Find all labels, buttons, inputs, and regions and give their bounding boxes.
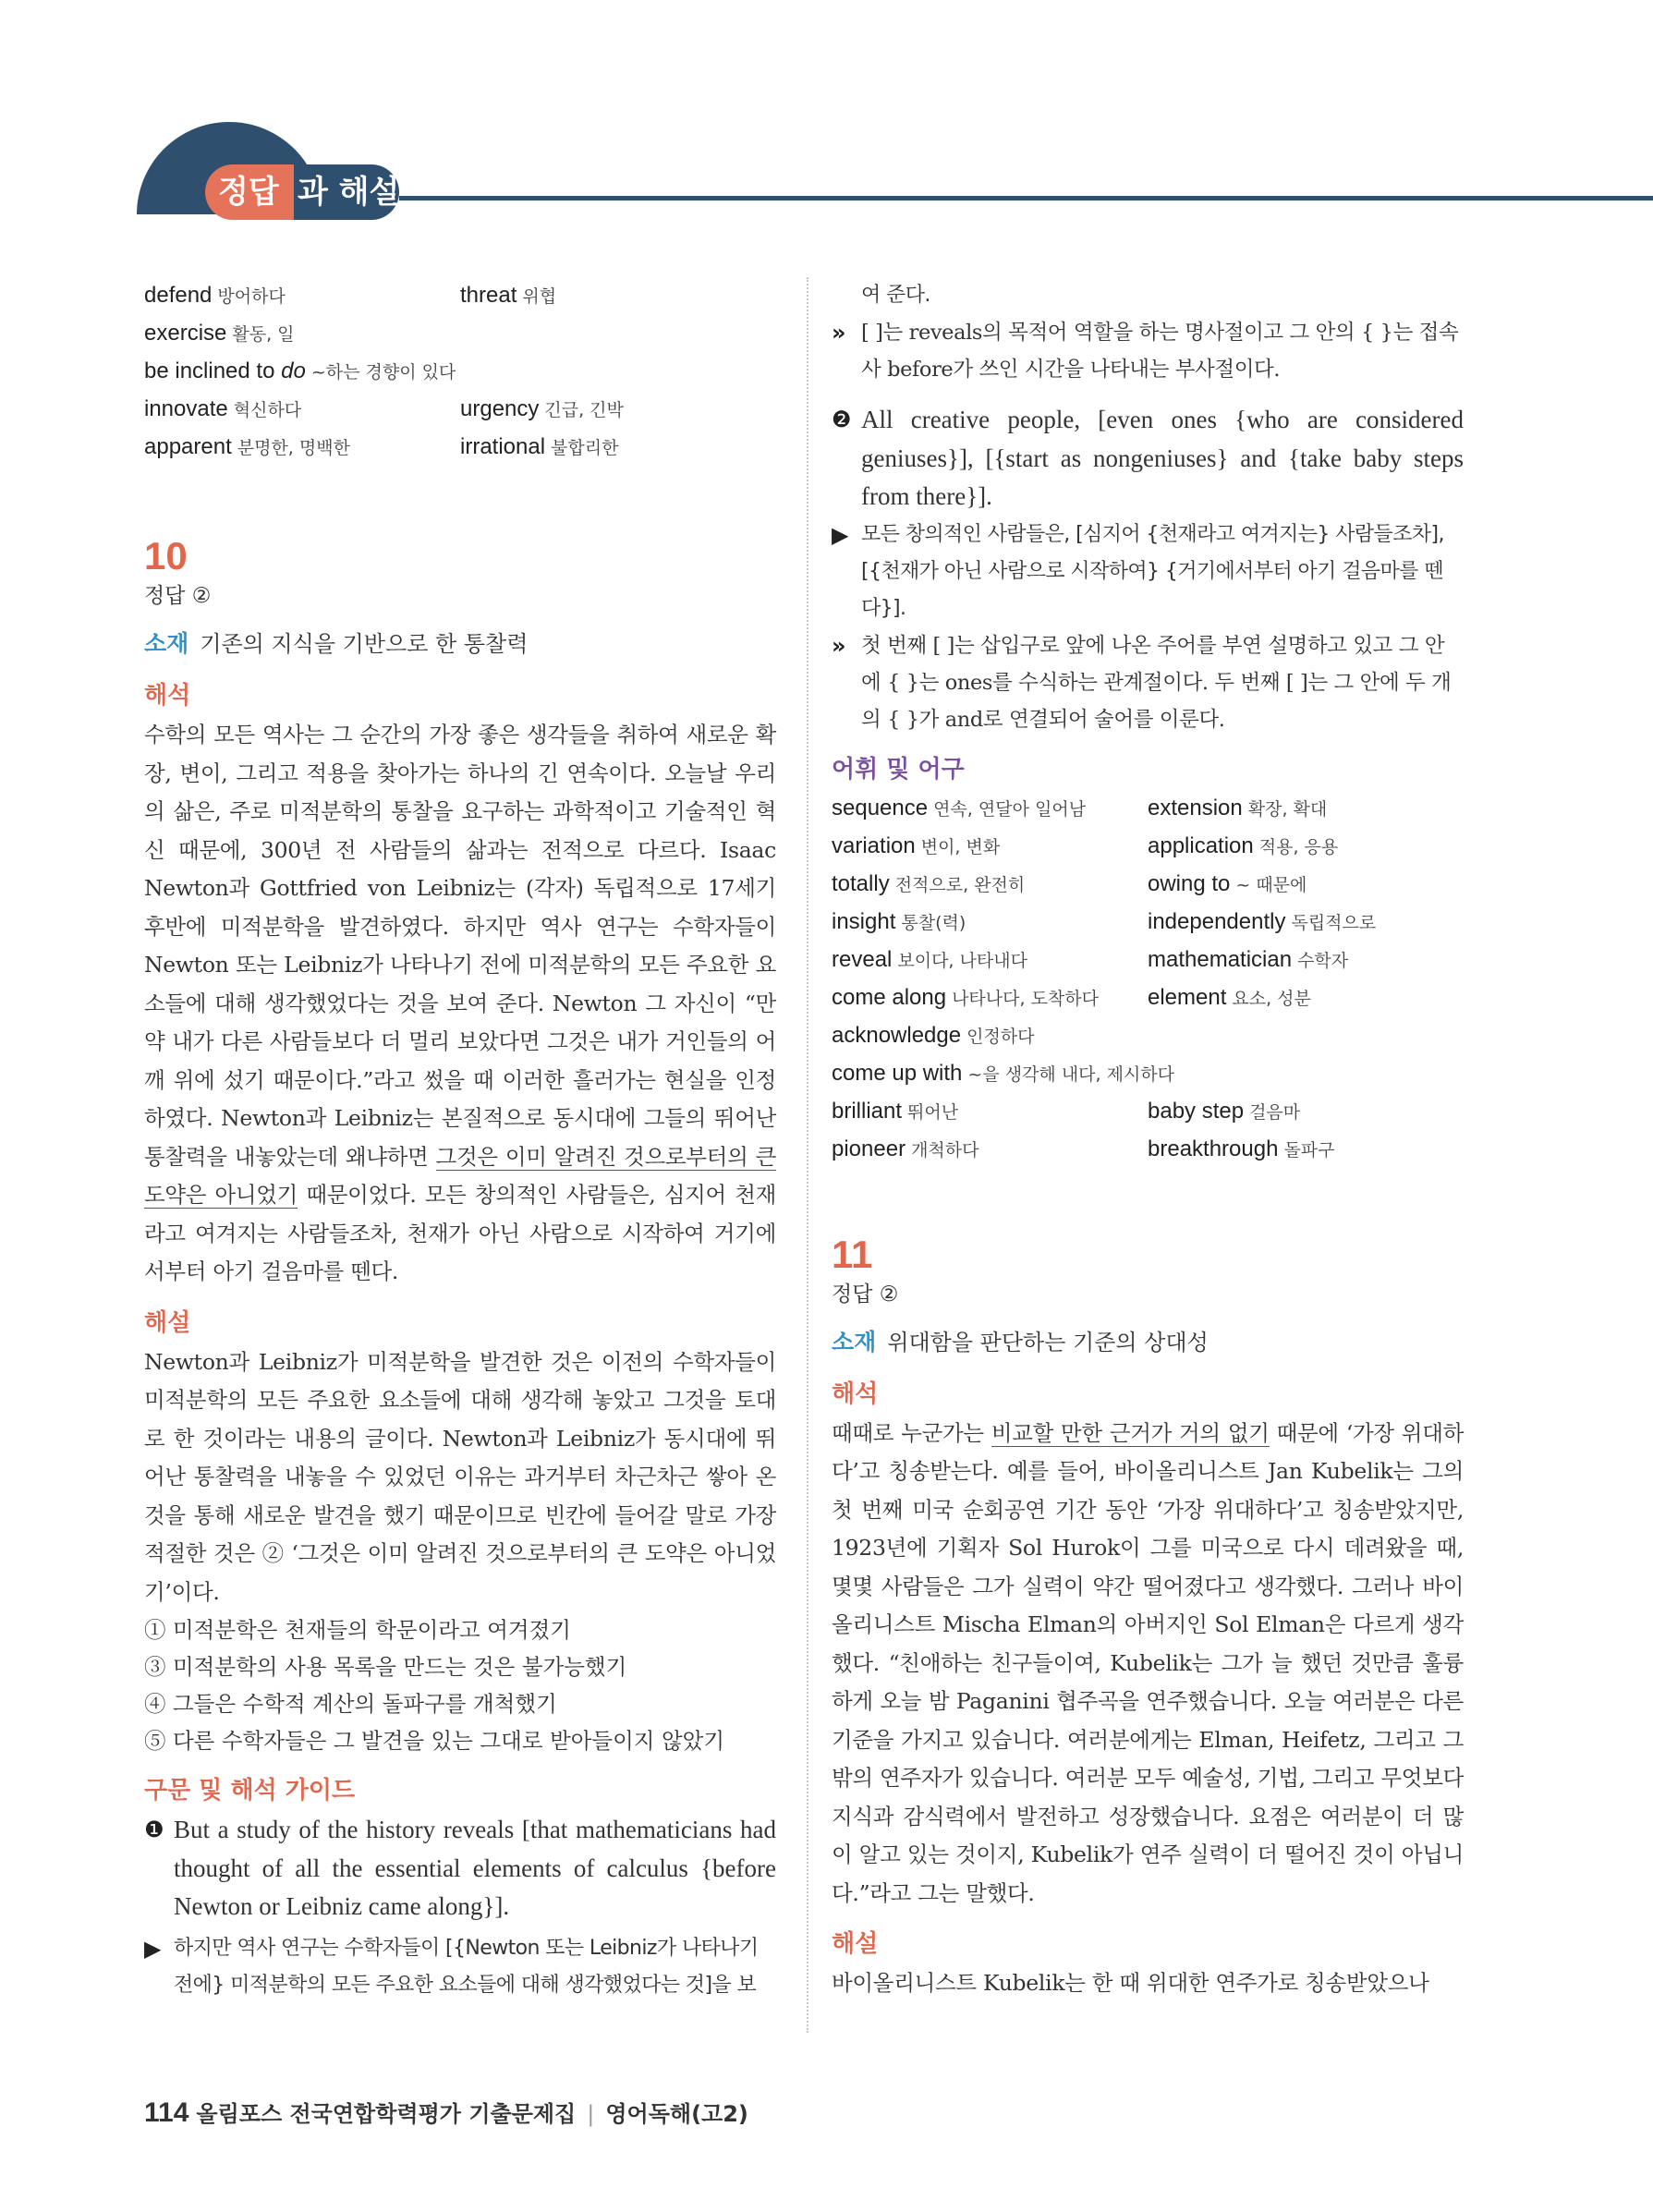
vocab-list-top <box>144 277 776 467</box>
vocab-item: exercise 활동, 일 <box>144 321 295 346</box>
vocab-item: defend 방어하다 <box>144 283 286 308</box>
vocab-item: acknowledge 인정하다 <box>832 1022 1035 1048</box>
vocab-item: owing to ~ 때문에 <box>1148 870 1307 896</box>
vocab-item: sequence 연속, 연달아 일어남 <box>832 795 1087 820</box>
topic-text: 위대함을 판단하는 기준의 상대성 <box>887 1329 1209 1355</box>
option-item: ④ 그들은 수학적 계산의 돌파구를 개척했기 <box>144 1691 557 1717</box>
topic-label: 소재 <box>144 630 189 657</box>
question-number: 11 <box>832 1232 873 1276</box>
vocab-item: extension 확장, 확대 <box>1148 795 1328 820</box>
header-badge-explanation-text: 과 해설 <box>298 174 400 211</box>
header-rule <box>399 196 1653 201</box>
syntax-translation: ▶ 하지만 역사 연구는 수학자들이 [{Newton 또는 Leibniz가 나타나기 전에} 미적분학의 모든 주요한 요소들에 대해 생각했었다는 것]을 보 <box>144 1930 776 2004</box>
vocab-item: baby step 걸음마 <box>1148 1098 1301 1124</box>
syntax-translation: ▶ 모든 창의적인 사람들은, [심지어 {천재라고 여겨지는} 사람들조차], [{천재가 아닌 사람으로 시작하여} {거기에서부터 아기 걸음마를 뗀다}]. <box>832 517 1464 627</box>
double-arrow-icon: » <box>832 632 846 659</box>
syntax-sentence: But a study of the history reveals [that mathematicians had thought of all the essential elements of calculus {before Newton or Leibniz came along}]. <box>174 1816 776 1920</box>
vocab-item: mathematician 수학자 <box>1148 946 1349 972</box>
vocab-item: insight 통찰(력) <box>832 908 966 934</box>
vocab-list <box>832 790 1464 1169</box>
subject-title: 영어독해(고2) <box>605 2101 748 2127</box>
vocab-item: be inclined to do ~하는 경향이 있다 <box>144 359 456 383</box>
vocab-item: urgency 긴급, 긴박 <box>460 396 624 421</box>
question-number: 10 <box>144 534 188 577</box>
vocab-item: breakthrough 돌파구 <box>1148 1136 1335 1161</box>
syntax-sentence: All creative people, [even ones {who are considered geniuses}], [{start as nongeniuses} and {take baby steps from there}]. <box>861 406 1464 510</box>
vocab-item: apparent 분명한, 명백한 <box>144 434 350 459</box>
page-footer <box>144 2096 748 2129</box>
header-badge-answer-text: 정답 <box>218 174 279 211</box>
vocab-item: come up with ~을 생각해 내다, 제시하다 <box>832 1060 1175 1086</box>
topic-line <box>144 624 776 664</box>
option-item: ⑤ 다른 수학자들은 그 발견을 있는 그대로 받아들이지 않았기 <box>144 1728 725 1754</box>
translation-heading: 해석 <box>832 1379 879 1408</box>
translation-text: 수학의 모든 역사는 그 순간의 가장 좋은 생각들을 취하여 새로운 확장, 변이, 그리고 적용을 찾아가는 하나의 긴 연속이다. 오늘날 우리의 삶은, 주로 미적분학의 통찰을 요구하는 과학적이고 기술적인 혁신 때문에, 300년 전 사람들의 삶과는 전적으로 다르다. Isaac Newton과 Gottfried von Leibniz는 (각자) 독립적으로 17세기 후반에 미적분학을 발견하였다. 하지만 역사 연구는 수학자들이 Newton 또는 Leibniz가 나타나기 전에 미적분학의 모든 주요한 요소들에 대해 생각했었다는 것을 보여 준다. Newton 그 자신이 “만약 내가 다른 사람들보다 더 멀리 보았다면 그것은 내가 거인들의 어깨 위에 섰기 때문이다.”라고 썼을 때 이러한 흘러가는 현실을 인정하였다. Newton과 Leibniz는 본질적으로 동시대에 그들의 뛰어난 통찰력을 내놓았는데 왜냐하면 그것은 이미 알려진 것으로부터의 큰 도약은 아니었기 때문이었다. 모든 창의적인 사람들은, 심지어 천재라고 여겨지는 사람들조차, 천재가 아닌 사람으로 시작하여 거기에서부터 아기 걸음마를 뗀다. <box>144 722 776 1284</box>
vocab-item: element 요소, 성분 <box>1148 984 1311 1010</box>
book-title: 올림포스 전국연합학력평가 기출문제집 <box>196 2101 577 2127</box>
syntax-translation-cont: 여 준다. <box>861 284 930 307</box>
syntax-item-1 <box>144 1811 776 1926</box>
syntax-number-icon: ❶ <box>144 1817 164 1842</box>
vocab-item: come along 나타나다, 도착하다 <box>832 984 1099 1010</box>
topic-text: 기존의 지식을 기반으로 한 통찰력 <box>200 631 529 657</box>
page-number: 114 <box>144 2097 189 2128</box>
option-item: ① 미적분학은 천재들의 학문이라고 여겨졌기 <box>144 1617 571 1643</box>
vocab-item: independently 독립적으로 <box>1148 908 1377 934</box>
vocab-item: variation 변이, 변화 <box>832 833 1001 858</box>
vocab-item: innovate 혁신하다 <box>144 396 302 421</box>
vocab-item: application 적용, 응용 <box>1148 833 1339 858</box>
vocab-item: threat 위협 <box>460 283 557 308</box>
column-divider <box>807 277 808 2033</box>
syntax-item-2 <box>832 401 1464 517</box>
topic-line <box>832 1322 1464 1363</box>
double-arrow-icon: » <box>832 320 846 346</box>
topic-label: 소재 <box>832 1328 877 1355</box>
translation-heading: 해석 <box>144 682 191 710</box>
vocab-heading: 어휘 및 어구 <box>832 755 965 784</box>
option-item: ③ 미적분학의 사용 목록을 만드는 것은 불가능했기 <box>144 1654 627 1680</box>
vocab-item: reveal 보이다, 나타내다 <box>832 946 1027 972</box>
syntax-note: » [ ]는 reveals의 목적어 역할을 하는 명사절이고 그 안의 { }는 접속사 before가 쓰인 시간을 나타내는 부사절이다. <box>832 314 1464 388</box>
translation-text: 때때로 누군가는 비교할 만한 근거가 거의 없기 때문에 ‘가장 위대하다’고 칭송받는다. 예를 들어, 바이올리니스트 Jan Kubelik는 그의 첫 번째 미국 순회공연 기간 동안 ‘가장 위대하다’고 칭송받았지만, 1923년에 기획자 Sol Hurok이 그를 미국으로 다시 데려왔을 때, 몇몇 사람들은 그가 실력이 약간 떨어졌다고 생각했다. 그러나 바이올리니스트 Mischa Elman의 아버지인 Sol Elman은 다르게 생각했다. “친애하는 친구들이여, Kubelik는 그가 늘 했던 것만큼 훌륭하게 오늘 밤 Paganini 협주곡을 연주했습니다. 오늘 여러분은 다른 기준을 가지고 있습니다. 여러분에게는 Elman, Heifetz, 그리고 그 밖의 연주자가 있습니다. 여러분 모두 예술성, 기법, 그리고 무엇보다 지식과 감식력에서 발전하고 성장했습니다. 요점은 여러분이 더 많이 알고 있는 것이지, Kubelik가 연주 실력이 더 떨어진 것이 아닙니다.”라고 그는 말했다. <box>832 1419 1464 1906</box>
vocab-item: irrational 불합리한 <box>460 434 619 459</box>
syntax-note: » 첫 번째 [ ]는 삽입구로 앞에 나온 주어를 부연 설명하고 있고 그 안에 { }는 ones를 수식하는 관계절이다. 두 번째 [ ]는 그 안에 두 개의 { }가 and로 연결되어 술어를 이룬다. <box>832 627 1464 738</box>
triangle-icon: ▶ <box>144 1935 162 1962</box>
footer-separator: | <box>587 2101 595 2127</box>
syntax-guide-heading: 구문 및 해석 가이드 <box>144 1777 356 1805</box>
vocab-item: totally 전적으로, 완전히 <box>832 870 1026 896</box>
explanation-heading: 해설 <box>144 1308 191 1337</box>
explanation-heading: 해설 <box>832 1930 879 1958</box>
answer-line: 정답 ② <box>144 584 212 608</box>
answer-line: 정답 ② <box>832 1282 899 1307</box>
syntax-number-icon: ❷ <box>832 407 852 432</box>
right-column <box>832 277 1464 2003</box>
vocab-item: pioneer 개척하다 <box>832 1136 979 1161</box>
explanation-text: 바이올리니스트 Kubelik는 한 때 위대한 연주가로 칭송받았으나 <box>832 1970 1429 1996</box>
triangle-icon: ▶ <box>832 521 849 548</box>
left-column <box>144 277 776 2004</box>
explanation-text: Newton과 Leibniz가 미적분학을 발견한 것은 이전의 수학자들이 미적분학의 모든 주요한 요소들에 대해 생각해 놓았고 그것을 토대로 한 것이라는 내용의 글이다. Newton과 Leibniz가 동시대에 뛰어난 통찰력을 내놓을 수 있었던 이유는 과거부터 차근차근 쌓아 온 것을 통해 새로운 발견을 했기 때문이므로 빈칸에 들어갈 말로 가장 적절한 것은 ② ‘그것은 이미 알려진 것으로부터의 큰 도약은 아니었기’이다. <box>144 1348 776 1605</box>
vocab-item: brilliant 뛰어난 <box>832 1098 959 1124</box>
